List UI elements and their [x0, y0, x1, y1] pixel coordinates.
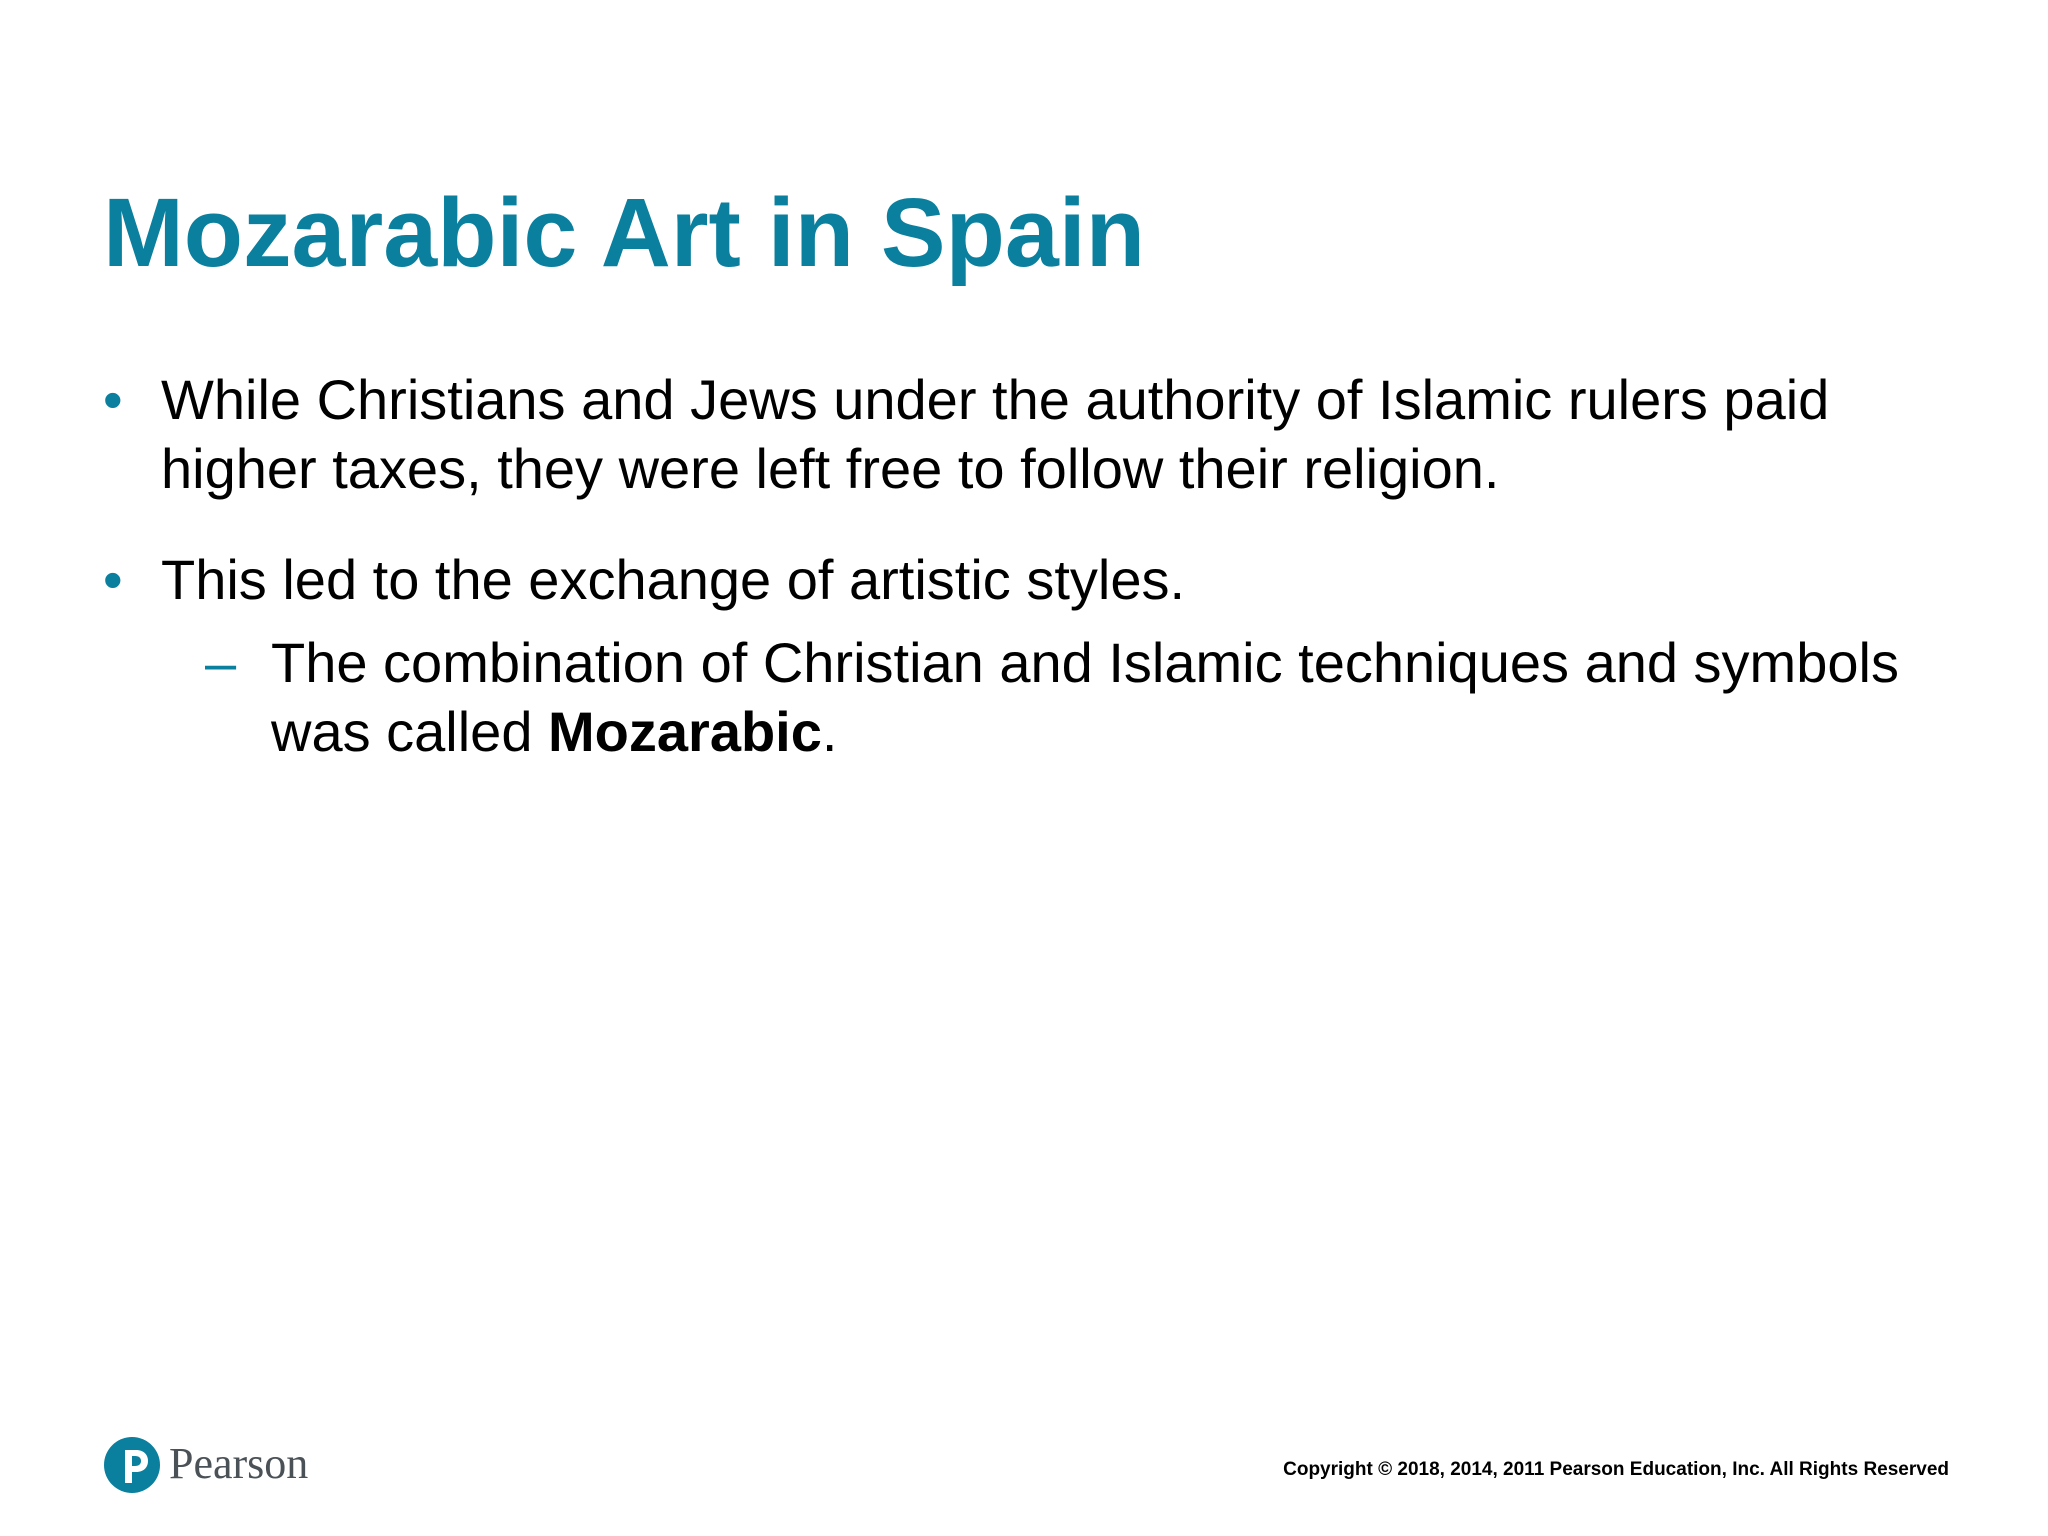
sub-bullet-suffix: .: [821, 700, 838, 763]
sub-bullet-line: The combination of Christian and Islamic techniques and symbols: [271, 631, 1899, 694]
pearson-logo: [103, 1433, 343, 1503]
sub-bullet-text: [271, 628, 1899, 766]
sub-bullet-marker: –: [205, 631, 237, 694]
term-mozarabic: Mozarabic: [548, 700, 822, 763]
bullet-marker: •: [103, 548, 123, 611]
bullet-marker: •: [103, 368, 123, 431]
pearson-wordmark: Pearson: [169, 1439, 309, 1488]
sub-bullet-line: [271, 697, 1899, 766]
copyright-notice: Copyright © 2018, 2014, 2011 Pearson Education, Inc. All Rights Reserved: [1283, 1459, 1949, 1480]
pearson-logo-icon: [103, 1433, 161, 1497]
bullet-line: This led to the exchange of artistic styles.: [161, 548, 1186, 611]
sub-bullet-prefix: was called: [271, 700, 549, 763]
bullet-text: [161, 365, 1829, 503]
bullet-line: higher taxes, they were left free to follow their religion.: [161, 437, 1500, 500]
bullet-text: [161, 545, 1185, 614]
slide-title: Mozarabic Art in Spain: [103, 178, 1145, 287]
bullet-line: While Christians and Jews under the authority of Islamic rulers paid: [161, 368, 1830, 431]
